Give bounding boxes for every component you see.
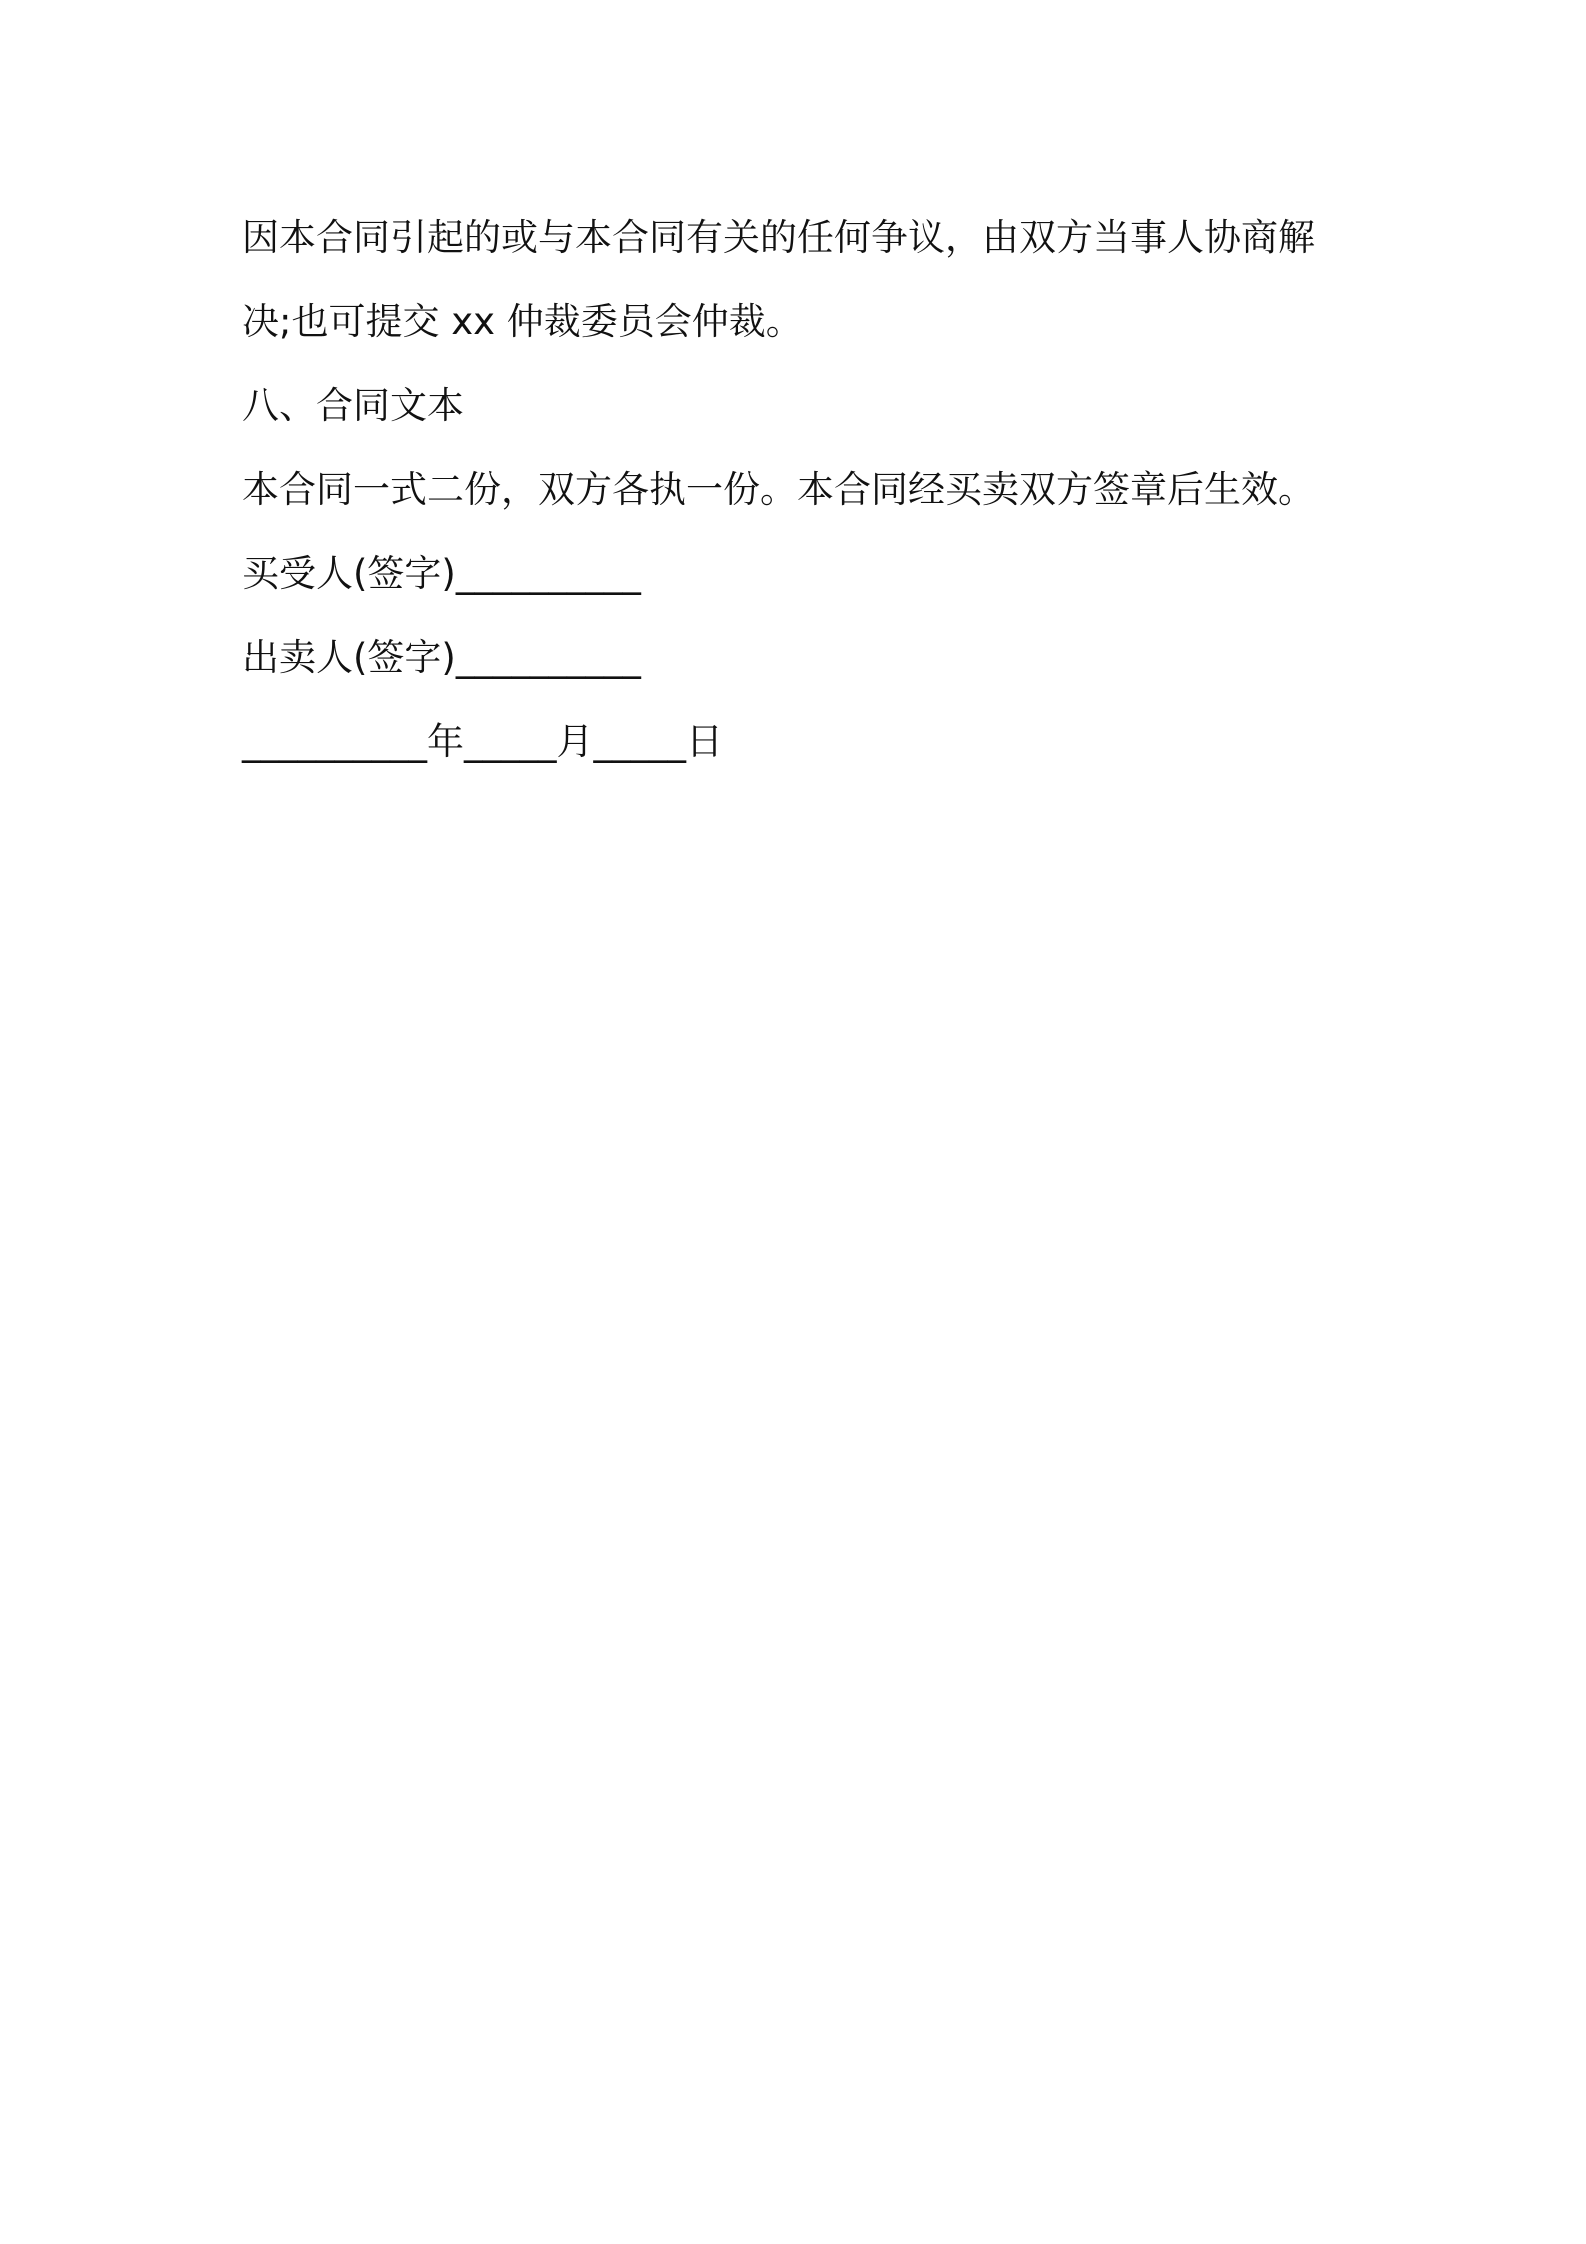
seller-signature-line: 出卖人(签字)__________ [242,636,641,679]
date-line: __________年_____月_____日 [242,720,723,763]
document-body [242,196,1352,784]
copies-clause: 本合同一式二份，双方各执一份。本合同经买卖双方签章后生效。 [242,468,1315,511]
dispute-clause-line-1: 因本合同引起的或与本合同有关的任何争议，由双方当事人协商解 [242,216,1315,259]
buyer-signature-line: 买受人(签字)__________ [242,552,641,595]
dispute-clause-line-2: 决;也可提交 xx 仲裁委员会仲裁。 [242,300,803,343]
section-heading-contract-text: 八、合同文本 [242,384,464,427]
